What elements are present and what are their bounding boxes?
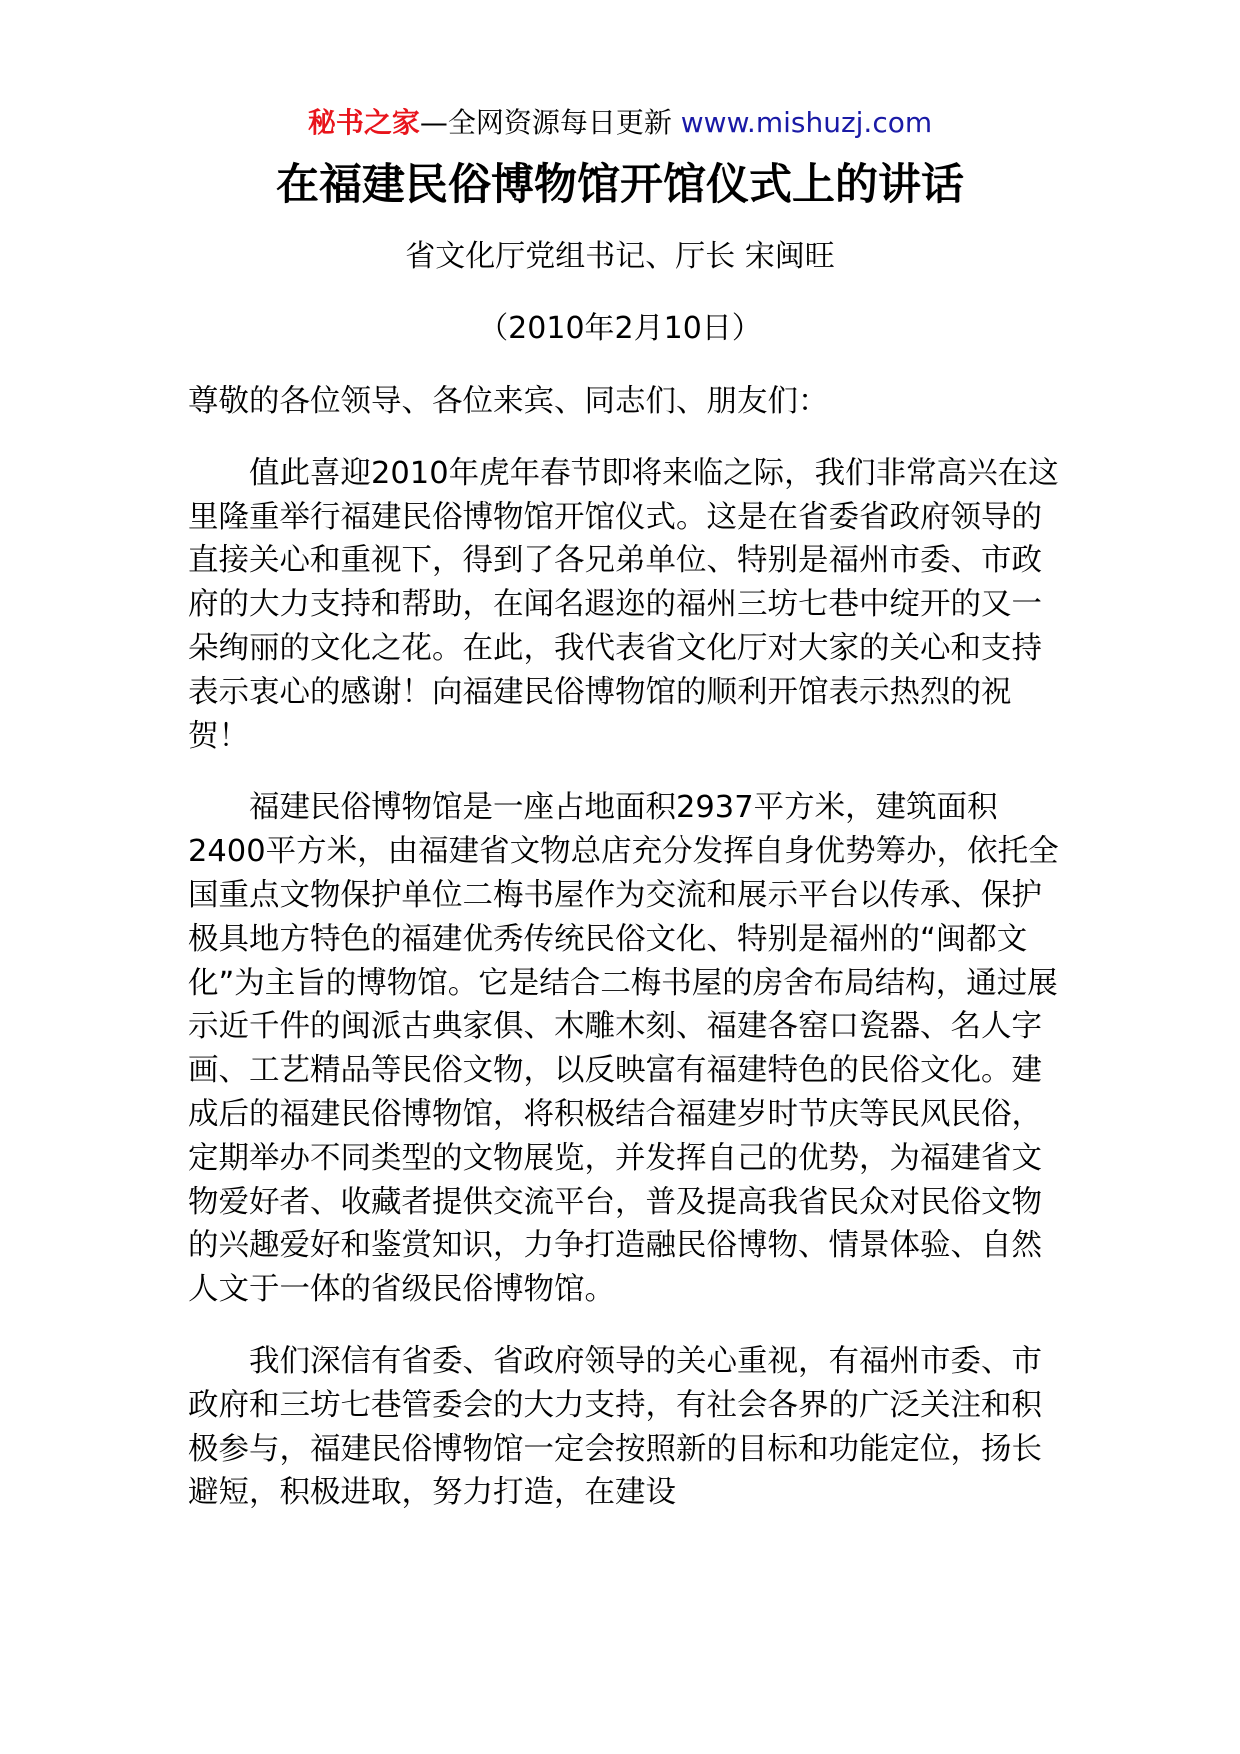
paragraph: 我们深信有省委、省政府领导的关心重视，有福州市委、市政府和三坊七巷管委会的大力支持，有社会各界的广泛关注和积极参与，福建民俗博物馆一定会按照新的目标和功能定位，扬长避短，积极进取，努力打造，在建设 <box>188 1343 1042 1511</box>
document-title: 在福建民俗博物馆开馆仪式上的讲话 <box>276 160 964 210</box>
salutation: 尊敬的各位领导、各位来宾、同志们、朋友们： <box>188 384 829 419</box>
document-date: （2010年2月10日） <box>478 311 762 346</box>
brand-name: 秘书之家 <box>307 106 420 139</box>
document-body <box>188 380 1068 1543</box>
site-url-link[interactable]: www.mishuzj.com <box>680 106 933 139</box>
header-tagline: —全网资源每日更新 <box>419 106 681 139</box>
paragraph: 福建民俗博物馆是一座占地面积2937平方米，建筑面积2400平方米，由福建省文物总店充分发挥自身优势筹办，依托全国重点文物保护单位二梅书屋作为交流和展示平台以传承、保护极具地方特色的福建优秀传统民俗文化、特别是福州的“闽都文化”为主旨的博物馆。它是结合二梅书屋的房舍布局结构，通过展示近千件的闽派古典家俱、木雕木刻、福建各窑口瓷器、名人字画、工艺精品等民俗文物，以反映富有福建特色的民俗文化。建成后的福建民俗博物馆，将积极结合福建岁时节庆等民风民俗，定期举办不同类型的文物展览，并发挥自己的优势，为福建省文物爱好者、收藏者提供交流平台，普及提高我省民众对民俗文物的兴趣爱好和鉴赏知识，力争打造融民俗博物、情景体验、自然人文于一体的省级民俗博物馆。 <box>188 790 1059 1308</box>
paragraph: 值此喜迎2010年虎年春节即将来临之际，我们非常高兴在这里隆重举行福建民俗博物馆开馆仪式。这是在省委省政府领导的直接关心和重视下，得到了各兄弟单位、特别是福州市委、市政府的大力支持和帮助，在闻名遐迩的福州三坊七巷中绽开的又一朵绚丽的文化之花。在此，我代表省文化厅对大家的关心和支持表示衷心的感谢！向福建民俗博物馆的顺利开馆表示热烈的祝贺！ <box>188 455 1059 754</box>
document-author: 省文化厅党组书记、厅长 宋闽旺 <box>405 239 835 274</box>
site-header <box>0 103 1240 143</box>
